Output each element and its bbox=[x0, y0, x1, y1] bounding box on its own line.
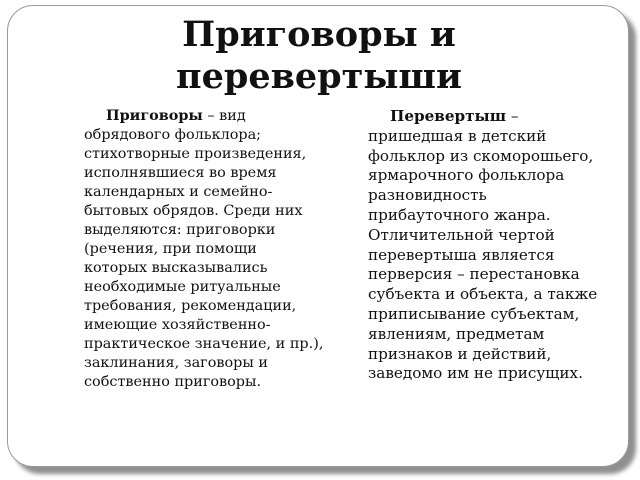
left-definition: – вид обрядового фольклора; стихотворные произведения, исполнявшиеся во время календарных и семейно-бытовых обрядов. Среди них выделяются: приговорки (речения, при помощи которых высказывались необходимые ритуальные требования, рекомендации, имеющие хозяйственно-практическое значение, и пр.), заклинания, заговоры и собственно приговоры. bbox=[84, 108, 324, 390]
right-column-paragraph bbox=[368, 107, 608, 384]
left-term: Приговоры bbox=[106, 107, 203, 124]
slide bbox=[7, 5, 629, 467]
title-line-2: перевертыши bbox=[175, 56, 463, 97]
right-definition: – пришедшая в детский фольклор из скоморошьего, ярмарочного фольклора разновидность прибауточного жанра. Отличительной чертой перевертыша является перверсия – перестановка субъекта и объекта, а также приписывание субъектам, явлениям, предметам признаков и действий, заведомо им не присущих. bbox=[368, 107, 598, 383]
left-column-paragraph bbox=[84, 106, 324, 392]
slide-title bbox=[8, 14, 630, 98]
title-line-1: Приговоры и bbox=[182, 14, 456, 55]
right-term: Перевертыш bbox=[390, 107, 507, 125]
